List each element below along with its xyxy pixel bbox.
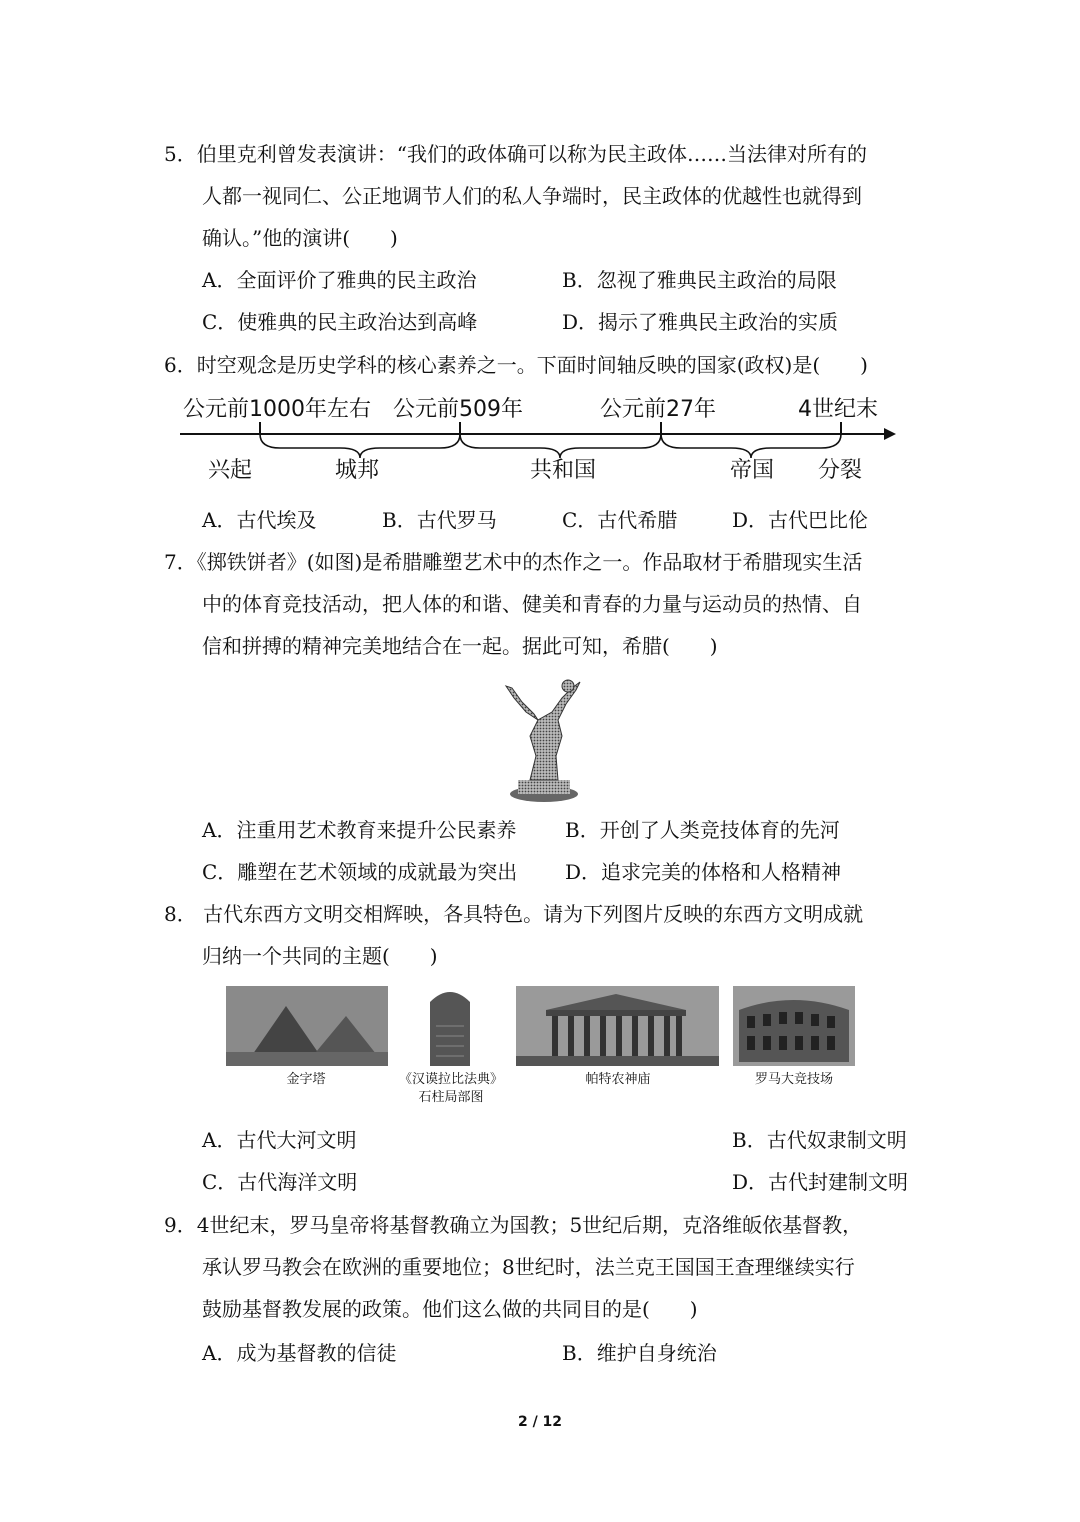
timeline-label-27bc: 公元前27年 [600,397,716,422]
timeline-phase-city-state: 城邦 [335,458,380,483]
q7-option-c: C．雕塑在艺术领域的成就最为突出 [202,860,518,884]
q9-line2: 承认罗马教会在欧洲的重要地位；8世纪时，法兰克王国国王查理继续实行 [202,1255,855,1279]
timeline-phase-republic: 共和国 [530,458,597,483]
q9-option-a: A．成为基督教的信徒 [202,1341,397,1365]
timeline-label-4th-century: 4世纪末 [798,397,878,422]
q8-line1: 8． 古代东西方文明交相辉映，各具特色。请为下列图片反映的东西方文明成就 [164,902,864,926]
pyramid-image [226,986,388,1066]
timeline-label-509bc: 公元前509年 [393,397,523,422]
q5-option-b: B．忽视了雅典民主政治的局限 [562,268,837,292]
caption-parthenon: 帕特农神庙 [585,1072,651,1087]
q5-line1: 5．伯里克利曾发表演讲：“我们的政体确可以称为民主政体……当法律对所有的 [164,142,867,166]
timeline-axis [180,420,900,460]
q6-option-c: C．古代希腊 [562,508,678,532]
q9-line1: 9．4世纪末，罗马皇帝将基督教确立为国教；5世纪后期，克洛维皈依基督教， [164,1213,863,1237]
q8-option-a: A．古代大河文明 [202,1128,357,1152]
caption-stele-detail: 石柱局部图 [418,1090,484,1105]
q5-line2: 人都一视同仁、公正地调节人们的私人争端时，民主政体的优越性也就得到 [202,184,862,208]
timeline-phase-rise: 兴起 [208,458,253,483]
page-number: 2 / 12 [517,1414,563,1430]
caption-pyramid: 金字塔 [286,1072,326,1087]
timeline-phase-empire: 帝国 [730,458,775,483]
q7-option-d: D．追求完美的体格和人格精神 [565,860,842,884]
q6-option-a: A．古代埃及 [202,508,317,532]
q7-option-b: B．开创了人类竞技体育的先河 [565,818,840,842]
q5-option-d: D．揭示了雅典民主政治的实质 [562,310,839,334]
caption-colosseum: 罗马大竞技场 [754,1072,833,1087]
q8-option-b: B．古代奴隶制文明 [732,1128,907,1152]
q7-line2: 中的体育竞技活动，把人体的和谐、健美和青春的力量与运动员的热情、自 [202,592,862,616]
q5-option-c: C．使雅典的民主政治达到高峰 [202,310,478,334]
q7-line3: 信和拼搏的精神完美地结合在一起。据此可知，希腊( ) [202,634,718,658]
q6-option-b: B．古代罗马 [382,508,497,532]
q7-option-a: A．注重用艺术教育来提升公民素养 [202,818,517,842]
q6-line1: 6．时空观念是历史学科的核心素养之一。下面时间轴反映的国家(政权)是( ) [164,353,868,377]
q9-option-b: B．维护自身统治 [562,1341,717,1365]
hammurabi-stele-image [424,986,476,1066]
q5-option-a: A．全面评价了雅典的民主政治 [202,268,477,292]
parthenon-image [516,986,719,1066]
q7-line1: 7．《掷铁饼者》(如图)是希腊雕塑艺术中的杰作之一。作品取材于希腊现实生活 [164,550,863,574]
caption-hammurabi-code: 《汉谟拉比法典》 [398,1072,503,1087]
q8-option-d: D．古代封建制文明 [732,1170,909,1194]
q9-line3: 鼓励基督教发展的政策。他们这么做的共同目的是( ) [202,1297,698,1321]
colosseum-image [733,986,855,1066]
q5-line3: 确认。”他的演讲( ) [202,226,398,250]
q6-option-d: D．古代巴比伦 [732,508,869,532]
timeline-label-1000bc: 公元前1000年左右 [183,397,371,422]
q8-option-c: C．古代海洋文明 [202,1170,358,1194]
discobolus-image [500,676,586,804]
q8-line2: 归纳一个共同的主题( ) [202,944,438,968]
timeline-phase-split: 分裂 [818,458,863,483]
